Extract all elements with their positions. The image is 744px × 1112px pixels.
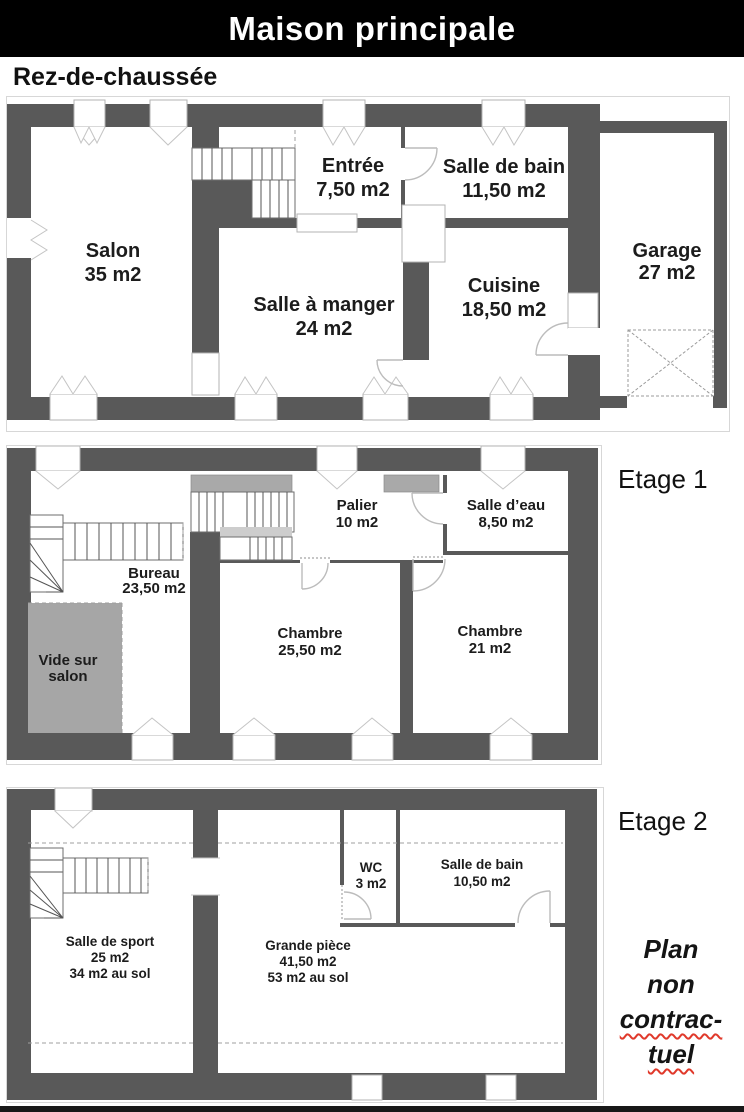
garage-door-zone bbox=[628, 330, 713, 396]
room-label-palier-area: 10 m2 bbox=[335, 514, 379, 531]
room-label-salle-a-manger-name: Salle à manger bbox=[253, 294, 395, 316]
room-label-salle-de-bain-area: 11,50 m2 bbox=[462, 180, 546, 202]
bottom-divider-bar bbox=[0, 1106, 744, 1112]
floor2-drawing bbox=[7, 788, 603, 1102]
stairs bbox=[30, 848, 148, 918]
room-label-vide-name: Vide sur bbox=[38, 652, 98, 669]
walls bbox=[7, 104, 727, 420]
room-label-vide-area: salon bbox=[48, 668, 88, 685]
room-label-garage-area: 27 m2 bbox=[638, 262, 696, 284]
room-label-salle-de-bain2-name: Salle de bain bbox=[440, 857, 524, 872]
disclaimer-line-3: contrac- bbox=[619, 1004, 723, 1034]
room-label-garage-name: Garage bbox=[632, 240, 702, 262]
room-label-wc-name: WC bbox=[359, 860, 383, 875]
room-label-salle-deau-area: 8,50 m2 bbox=[478, 514, 534, 531]
floor2-plan bbox=[6, 787, 604, 1103]
room-label-palier-name: Palier bbox=[336, 497, 378, 514]
room-label-salon-area: 35 m2 bbox=[84, 264, 142, 286]
room-label-chambre2-area: 21 m2 bbox=[468, 640, 512, 657]
room-label-salle-de-sport-area2: 34 m2 au sol bbox=[69, 966, 151, 981]
floor1-plan bbox=[6, 445, 602, 765]
room-label-salle-de-sport-area: 25 m2 bbox=[90, 950, 130, 965]
room-label-salon-name: Salon bbox=[85, 240, 141, 262]
room-label-entree-name: Entrée bbox=[321, 155, 385, 177]
floor1-side-label: Etage 1 bbox=[618, 464, 708, 494]
room-label-grande-piece-area: 41,50 m2 bbox=[279, 954, 337, 969]
room-label-chambre1-name: Chambre bbox=[277, 625, 343, 642]
room-label-salle-deau-name: Salle d’eau bbox=[466, 497, 546, 514]
room-label-salle-de-bain-name: Salle de bain bbox=[442, 156, 566, 178]
room-label-chambre2-name: Chambre bbox=[457, 623, 523, 640]
room-labels bbox=[85, 155, 702, 340]
room-label-wc-area: 3 m2 bbox=[355, 876, 387, 891]
room-label-grande-piece-area2: 53 m2 au sol bbox=[267, 970, 349, 985]
disclaimer-line-2: non bbox=[647, 969, 695, 999]
room-label-grande-piece-name: Grande pièce bbox=[265, 938, 351, 953]
room-label-bureau-area: 23,50 m2 bbox=[122, 580, 186, 597]
room-label-bureau-name: Bureau bbox=[128, 565, 180, 582]
disclaimer-line-1: Plan bbox=[643, 934, 699, 964]
room-label-cuisine-name: Cuisine bbox=[467, 275, 541, 297]
room-label-salle-de-sport-name: Salle de sport bbox=[65, 934, 155, 949]
room-label-salle-a-manger-area: 24 m2 bbox=[295, 318, 353, 340]
wall-opening bbox=[191, 858, 220, 895]
disclaimer-text bbox=[596, 932, 744, 1072]
room-label-cuisine-area: 18,50 m2 bbox=[461, 299, 547, 321]
floor2-side-label: Etage 2 bbox=[618, 806, 708, 836]
ground-floor-heading: Rez-de-chaussée bbox=[13, 63, 218, 91]
room-label-salle-de-bain2-area: 10,50 m2 bbox=[453, 874, 511, 889]
room-label-entree-area: 7,50 m2 bbox=[316, 179, 390, 201]
ground-floor-plan bbox=[6, 96, 730, 432]
page-title: Maison principale bbox=[228, 9, 516, 47]
floor1-drawing bbox=[7, 446, 601, 764]
disclaimer-line-4: tuel bbox=[647, 1039, 695, 1069]
ground-floor-drawing bbox=[7, 97, 729, 431]
title-bar bbox=[0, 0, 744, 57]
room-label-chambre1-area: 25,50 m2 bbox=[278, 642, 342, 659]
